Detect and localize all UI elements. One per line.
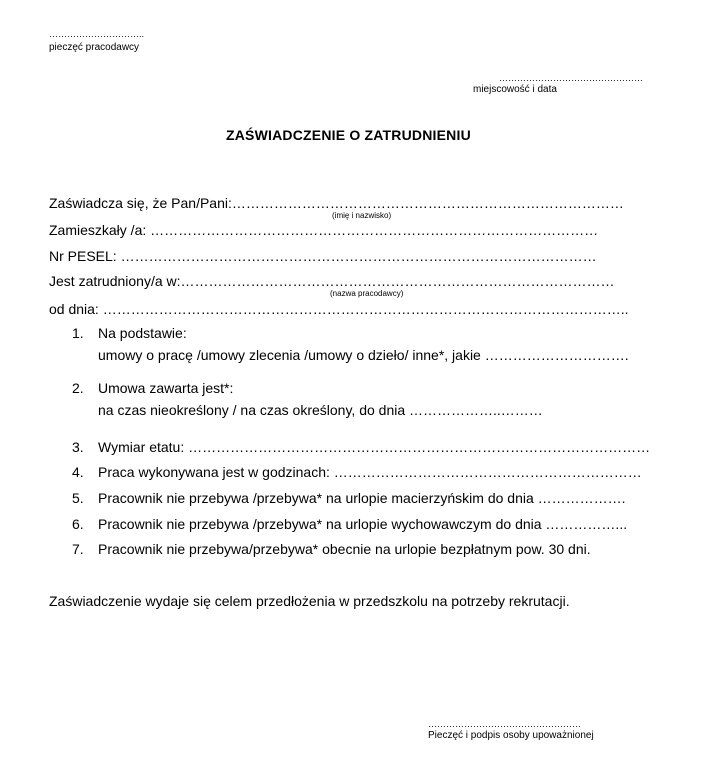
item-text: Praca wykonywana jest w godzinach: ………………………………………………………… bbox=[98, 464, 642, 480]
item-number: 7. bbox=[72, 541, 84, 557]
item-3 bbox=[72, 440, 650, 454]
item-1-detail: umowy o pracę /umowy zlecenia /umowy o dzieło/ inne*, jakie …………………………. bbox=[98, 347, 629, 363]
field-pesel-line: Nr PESEL: ………………………………………………………………………………………… bbox=[49, 248, 597, 264]
item-text: Pracownik nie przebywa /przebywa* na urlopie macierzyńskim do dnia ………………. bbox=[98, 490, 626, 506]
item-text: Na podstawie: bbox=[98, 325, 187, 341]
item-2-detail: na czas nieokreślony / na czas określony, do dnia ………………..……… bbox=[98, 402, 543, 418]
signature-dots: …………………………………………… bbox=[428, 719, 581, 729]
employer-stamp-label: pieczęć pracodawcy bbox=[49, 42, 140, 53]
item-4 bbox=[72, 465, 642, 479]
closing-statement: Zaświadczenie wydaje się celem przedłożenia w przedszkolu na potrzeby rekrutacji. bbox=[49, 593, 570, 609]
item-text: Wymiar etatu: ……………………………………………………………………………………… bbox=[98, 439, 651, 455]
employer-stamp-dots: ………………………….. bbox=[49, 29, 145, 39]
field-employer-hint: (nazwa pracodawcy) bbox=[330, 289, 404, 298]
item-number: 2. bbox=[72, 380, 84, 396]
field-name-hint: (imię i nazwisko) bbox=[332, 211, 392, 220]
signature-label: Pieczęć i podpis osoby upoważnionej bbox=[428, 730, 594, 741]
item-text: Pracownik nie przebywa/przebywa* obecnie na urlopie bezpłatnym pow. 30 dni. bbox=[98, 541, 591, 557]
item-2 bbox=[72, 381, 233, 395]
place-date-dots: ………………………………………… bbox=[499, 73, 643, 83]
item-1 bbox=[72, 326, 187, 340]
item-number: 6. bbox=[72, 516, 84, 532]
field-employed-line: Jest zatrudniony/a w:………………………………………………………………………………… bbox=[49, 273, 615, 289]
item-5 bbox=[72, 491, 626, 505]
item-number: 5. bbox=[72, 490, 84, 506]
item-number: 3. bbox=[72, 439, 84, 455]
field-name-line: Zaświadcza się, że Pan/Pani:………………………………………………………………………… bbox=[49, 195, 624, 211]
item-number: 1. bbox=[72, 325, 84, 341]
item-7 bbox=[72, 542, 591, 556]
item-text: Umowa zawarta jest*: bbox=[98, 380, 234, 396]
document-title: ZAŚWIADCZENIE O ZATRUDNIENIU bbox=[226, 127, 471, 143]
field-address-line: Zamieszkały /a: …………………………………………………………………………………… bbox=[49, 222, 599, 238]
item-number: 4. bbox=[72, 464, 84, 480]
place-date-label: miejscowość i data bbox=[473, 84, 557, 95]
field-since-line: od dnia: ………………………………………………………………………………………………….. bbox=[49, 301, 629, 317]
item-6 bbox=[72, 517, 627, 531]
item-text: Pracownik nie przebywa /przebywa* na urlopie wychowawczym do dnia ……………... bbox=[98, 516, 628, 532]
